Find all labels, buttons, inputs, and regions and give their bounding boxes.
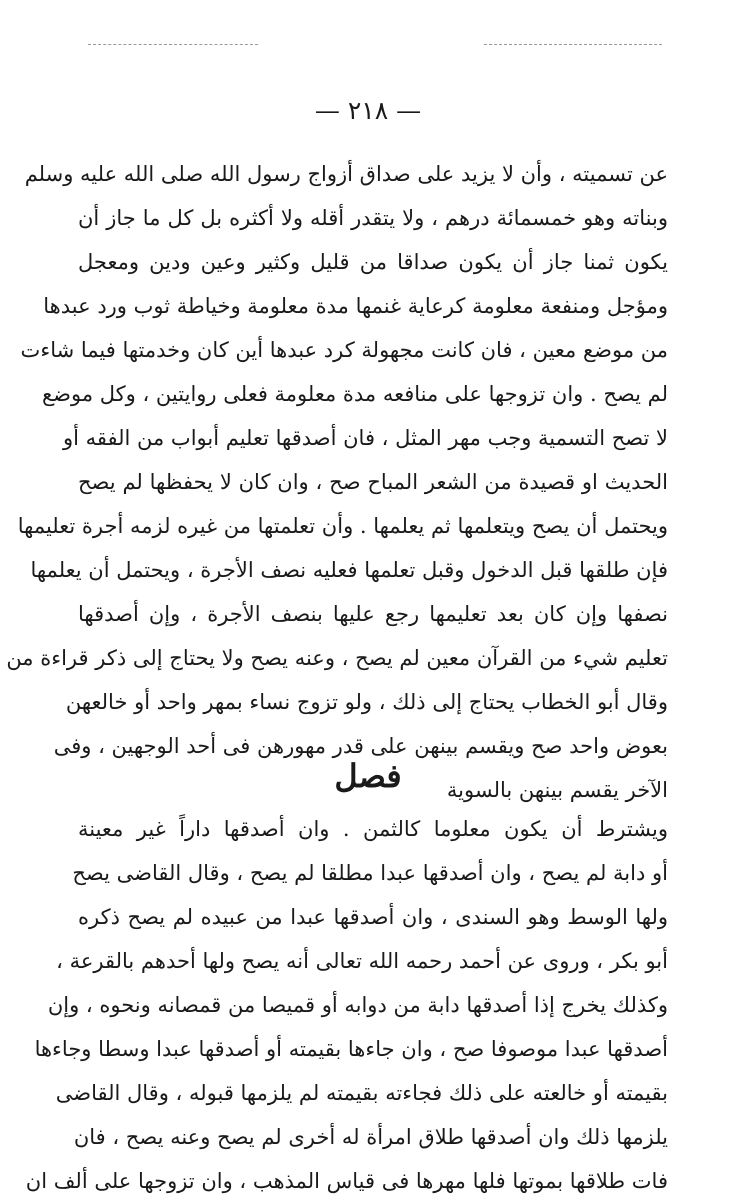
text-line: ويشترط أن يكون معلوما كالثمن . وان أصدقها داراً غير معينة: [78, 817, 668, 841]
text-line: تعليم شيء من القرآن معين لم يصح ، وعنه يصح ولا يحتاج إلى ذكر قراءة من: [6, 646, 668, 670]
page-number: — ٢١٨ —: [314, 96, 422, 125]
text-line: عن تسميته ، وأن لا يزيد على صداق أزواج رسول الله صلى الله عليه وسلم: [24, 162, 668, 186]
top-dashed-rule-left: [88, 44, 258, 45]
text-line: وقال أبو الخطاب يحتاج إلى ذلك ، ولو تزوج نساء بمهر واحد أو خالعهن: [65, 690, 668, 714]
text-line: لم يصح . وان تزوجها على منافعه مدة معلومة فعلى روايتين ، وكل موضع: [41, 382, 668, 406]
text-line: الآخر يقسم بينهن بالسوية: [446, 778, 668, 802]
text-line: يلزمها ذلك وان أصدقها طلاق امرأة له أخرى لم يصح وعنه يصح ، فان: [73, 1125, 668, 1149]
text-line: أبو بكر ، وروى عن أحمد رحمه الله تعالى أنه يصح ولها أحدهم بالقرعة ،: [56, 949, 668, 973]
text-line: وبناته وهو خمسمائة درهم ، ولا يتقدر أقله ولا أكثره بل كل ما جاز أن: [78, 206, 668, 230]
text-line: الحديث او قصيدة من الشعر المباح صح ، وان كان لا يحفظها لم يصح: [78, 470, 668, 494]
paragraph-2: [25, 807, 668, 1203]
text-line: بعوض واحد صح ويقسم بينهن على قدر مهورهن فى أحد الوجهين ، وفى: [53, 734, 668, 758]
paragraph-1: [6, 152, 668, 812]
text-line: ومؤجل ومنفعة معلومة كرعاية غنمها مدة معلومة وخياطة ثوب ورد عبدها: [43, 294, 668, 318]
section-heading: فصل: [334, 757, 402, 795]
text-line: ولها الوسط وهو السندى ، وان أصدقها عبدا من عبيده لم يصح ذكره: [78, 905, 668, 929]
text-line: يكون ثمنا جاز أن يكون صداقا من قليل وكثير وعين ودين ومعجل: [78, 250, 668, 274]
text-line: بقيمته أو خالعته على ذلك فجاءته بقيمته لم يلزمها قبوله ، وقال القاضى: [55, 1081, 668, 1105]
text-line: ويحتمل أن يصح ويتعلمها ثم يعلمها . وأن تعلمتها من غيره لزمه أجرة تعليمها: [17, 514, 668, 538]
text-line: من موضع معين ، فان كانت مجهولة كرد عبدها أين كان وخدمتها فيما شاءت: [20, 338, 668, 362]
text-line: لا تصح التسمية وجب مهر المثل ، فان أصدقها تعليم أبواب من الفقه أو: [62, 426, 668, 450]
text-line: أو دابة لم يصح ، وان أصدقها عبدا مطلقا لم يصح ، وقال القاضى يصح: [72, 861, 668, 885]
text-line: أصدقها عبدا موصوفا صح ، وان جاءها بقيمته أو أصدقها عبدا وسطا وجاءها: [34, 1037, 668, 1061]
text-line: فإن طلقها قبل الدخول وقبل تعلمها فعليه نصف الأجرة ، ويحتمل أن يعلمها: [30, 558, 668, 582]
text-line: نصفها وإن كان بعد تعليمها رجع عليها بنصف الأجرة ، وإن أصدقها: [78, 602, 668, 626]
text-line: فات طلاقها بموتها فلها مهرها فى قياس المذهب ، وان تزوجها على ألف ان: [25, 1169, 668, 1193]
text-line: وكذلك يخرج إذا أصدقها دابة من دوابه أو قميصا من قمصانه ونحوه ، وإن: [47, 993, 668, 1017]
top-dashed-rule-right: [484, 44, 662, 45]
